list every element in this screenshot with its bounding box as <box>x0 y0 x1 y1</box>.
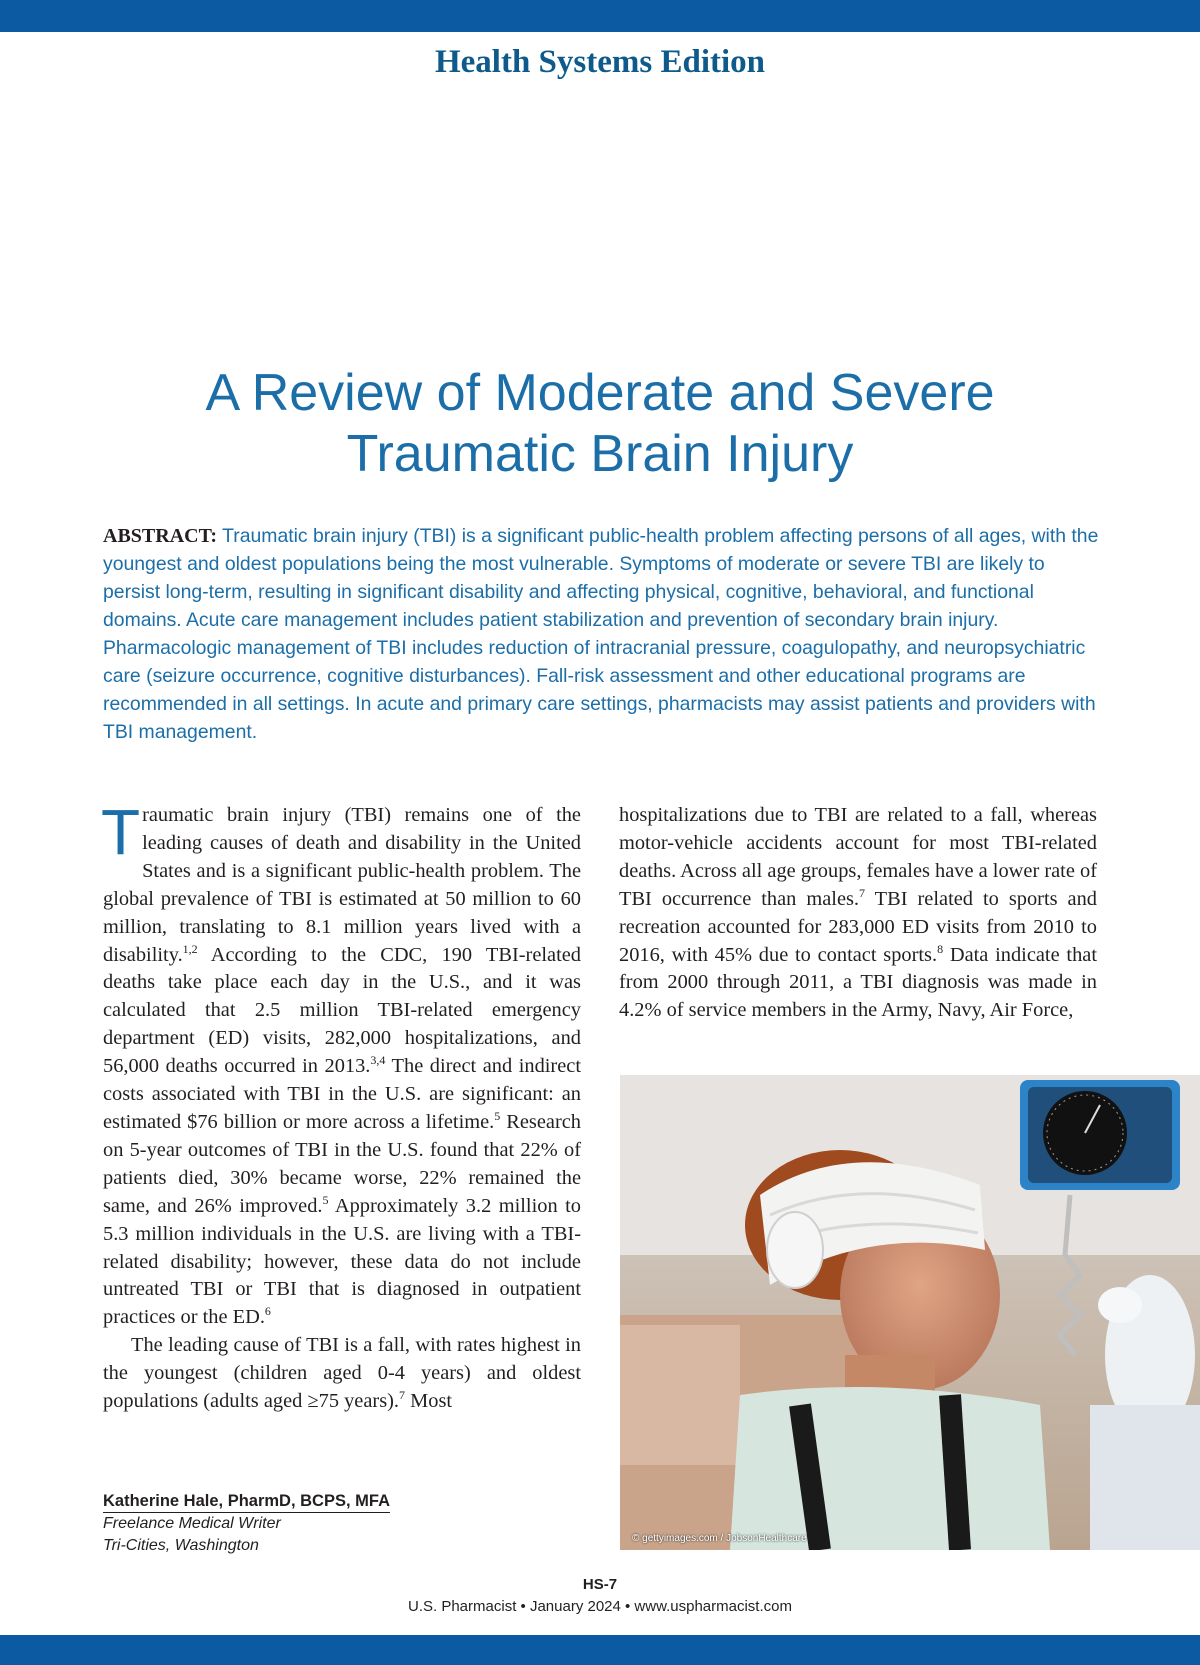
body-text: The leading cause of TBI is a fall, with rates highest in the youngest (children aged 0-4 years) and oldest populations (adults aged ≥75 years). <box>103 1334 581 1413</box>
edition-header: Health Systems Edition <box>434 44 766 80</box>
patient-photo-illustration <box>620 1075 1200 1550</box>
article-title-line-2: Traumatic Brain Injury <box>346 425 854 483</box>
reference-marker: 6 <box>264 1304 271 1319</box>
reference-marker: 7 <box>859 885 866 900</box>
reference-marker: 3,4 <box>370 1053 386 1068</box>
body-text: The direct and indirect costs associated with TBI in the U.S. are significant: an estimated $76 billion or more across a lifetime. <box>103 1055 581 1133</box>
reference-marker: 7 <box>399 1388 406 1403</box>
body-paragraph-2 <box>103 1332 581 1416</box>
reference-marker: 8 <box>937 941 944 956</box>
author-block <box>103 1492 423 1557</box>
author-name: Katherine Hale, PharmD, BCPS, MFA <box>103 1492 390 1513</box>
body-text: raumatic brain injury (TBI) remains one of the leading causes of death and disability in the United States and is a significant public-health problem. The global prevalence of TBI is estimated at 50 million to 60 million, translating to 8.1 million years lived with a disability. <box>103 804 581 966</box>
body-text: Data indicate that from 2000 through 2011, a TBI diagnosis was made in 4.2% of service members in the Army, Navy, Air Force, <box>619 943 1097 1022</box>
blood-pressure-monitor-icon <box>1020 1080 1180 1190</box>
body-text: Research on 5-year outcomes of TBI in the U.S. found that 22% of patients died, 30% became worse, 22% remained the same, and 26% improved. <box>103 1110 581 1217</box>
reference-marker: 5 <box>322 1192 329 1207</box>
abstract-label: ABSTRACT: <box>103 525 218 547</box>
gloved-hand-icon <box>1090 1275 1200 1550</box>
page-number: HS-7 <box>582 1576 618 1593</box>
body-column-right <box>619 802 1097 1025</box>
body-text: According to the CDC, 190 TBI-related deaths take place each day in the U.S., and it was calculated that 2.5 million TBI-related emergency department (ED) visits, 282,000 hospitalizations, and 56,000 deaths occurred in 2013. <box>103 943 581 1078</box>
abstract <box>103 522 1103 746</box>
body-paragraph-1 <box>101 796 581 1332</box>
body-paragraph-3 <box>619 802 1097 1025</box>
body-text: Approximately 3.2 million to 5.3 million individuals in the U.S. are living with a TBI-related disability; however, these data do not include untreated TBI or TBI that is diagnosed in outpatient practices or the ED. <box>103 1194 581 1329</box>
bottom-color-bar <box>0 1635 1200 1665</box>
photo-credit: © gettyimages.com / JobsonHealthcare <box>632 1533 807 1544</box>
abstract-text: Traumatic brain injury (TBI) is a significant public-health problem affecting persons of all ages, with the youngest and oldest populations being the most vulnerable. Symptoms of moderate or severe TBI are likely to persist long-term, resulting in significant disability and affecting physical, cognitive, behavioral, and functional domains. Acute care management includes patient stabilization and prevention of secondary brain injury. Pharmacologic management of TBI includes reduction of intracranial pressure, coagulopathy, and neuropsychiatric care (seizure occurrence, cognitive disturbances). Fall-risk assessment and other educational programs are recommended in all settings. In acute and primary care settings, pharmacists may assist patients and providers with TBI management. <box>103 525 1099 743</box>
top-color-bar <box>0 0 1200 32</box>
author-role: Freelance Medical Writer <box>103 1515 281 1532</box>
body-text: Most <box>405 1390 453 1413</box>
article-title-line-1: A Review of Moderate and Severe <box>205 364 995 422</box>
body-text: hospitalizations due to TBI are related to a fall, whereas motor-vehicle accidents account for most TBI-related deaths. Across all age groups, females have a lower rate of TBI occurrence than males. <box>619 804 1097 910</box>
publication-footer: U.S. Pharmacist • January 2024 • www.uspharmacist.com <box>408 1598 792 1615</box>
article-title <box>100 363 1100 485</box>
reference-marker: 1,2 <box>182 941 198 956</box>
author-location: Tri-Cities, Washington <box>103 1537 259 1554</box>
body-column-left <box>101 796 581 1416</box>
article-photo <box>620 1075 1200 1550</box>
body-text: TBI related to sports and recreation accounted for 283,000 ED visits from 2010 to 2016, with 45% due to contact sports. <box>619 887 1097 966</box>
drop-cap: T <box>101 796 141 868</box>
reference-marker: 5 <box>494 1109 501 1124</box>
